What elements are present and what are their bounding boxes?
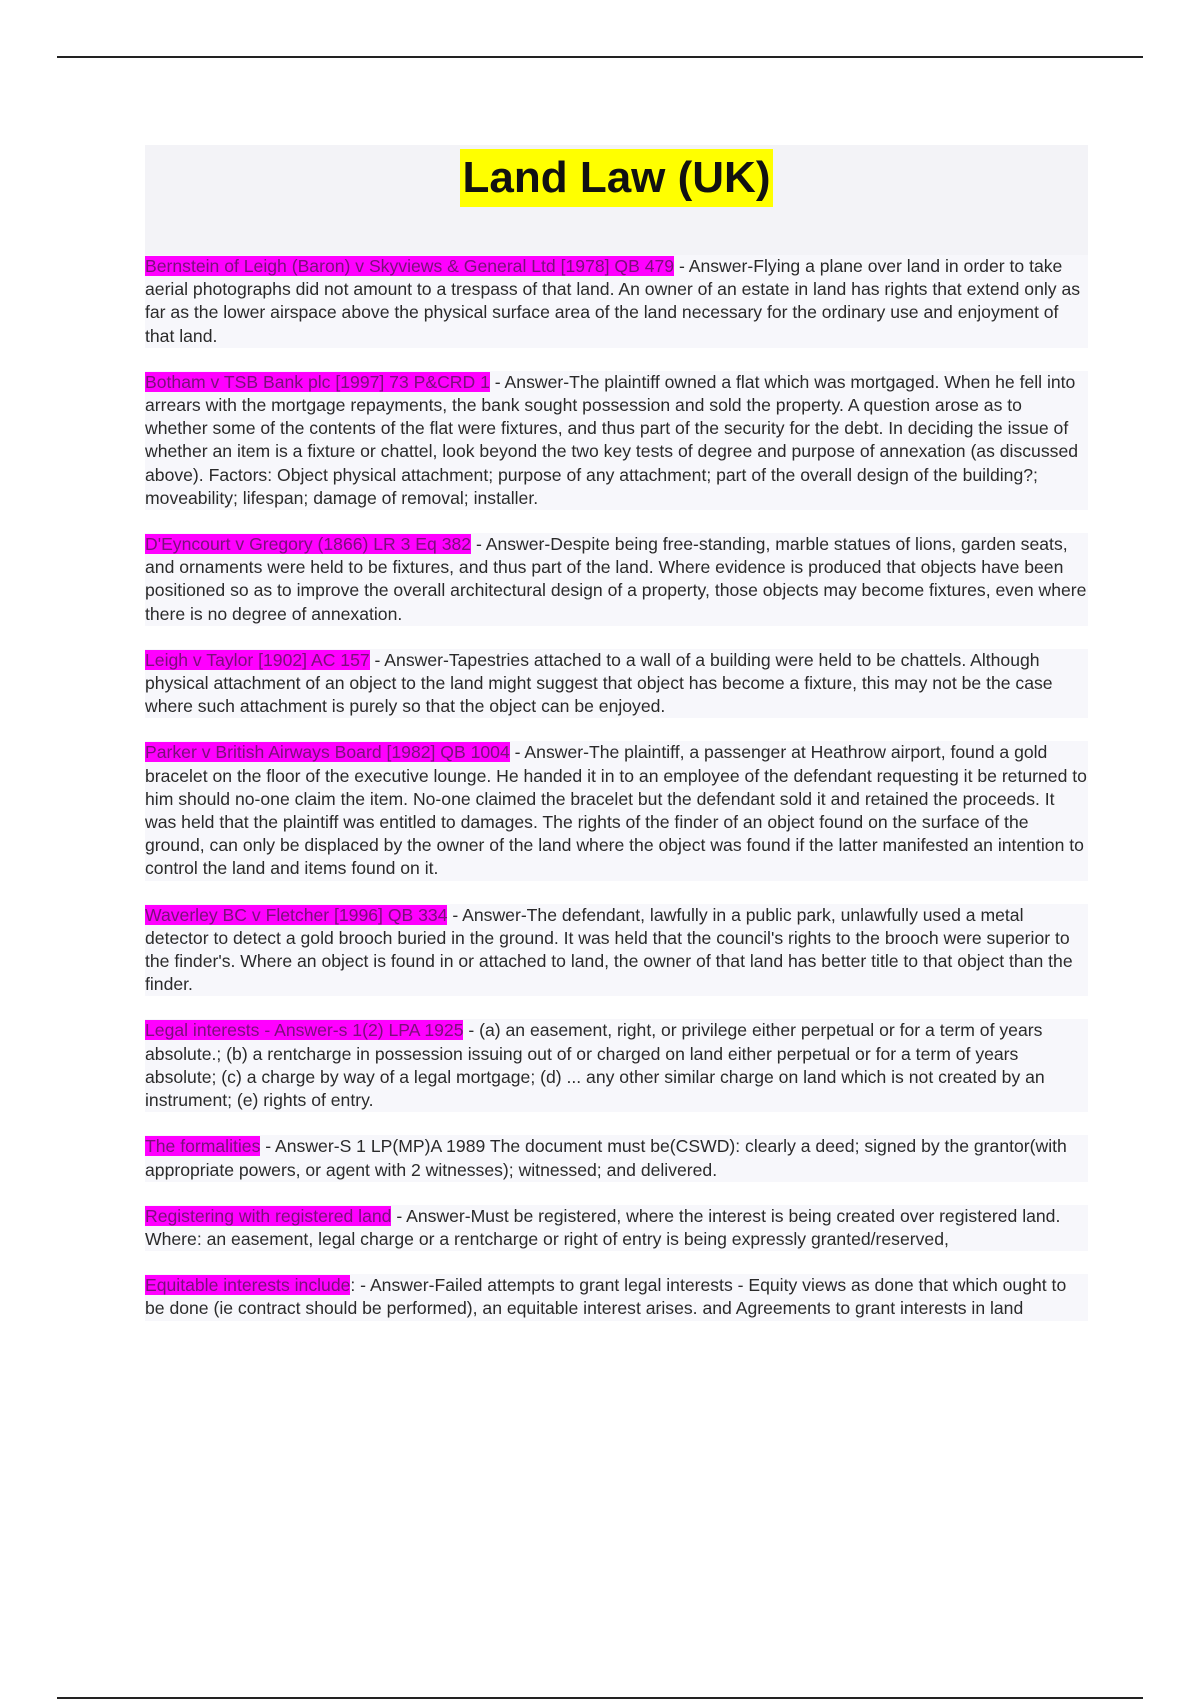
entry-answer: - Answer-Tapestries attached to a wall of a building were held to be chattels. Although physical attachment of an object to the land might suggest that object has become a fixture, this may not be the case where such attachment is purely so that the object can be enjoyed. bbox=[145, 649, 1053, 717]
document-title: Land Law (UK) bbox=[460, 149, 774, 207]
entry-registering bbox=[145, 1205, 1088, 1251]
bottom-rule bbox=[57, 1697, 1143, 1699]
entry-term: Registering with registered land bbox=[145, 1205, 392, 1226]
entry-parker bbox=[145, 741, 1088, 880]
entry-answer: - (a) an easement, right, or privilege either perpetual or for a term of years absolute.; (b) a rentcharge in possession issuing out of or charged on land either perpetual or for a term of years absolute; (c) a charge by way of a legal mortgage; (d) ... any other similar charge on land which is not created by an instrument; (e) rights of entry. bbox=[145, 1020, 1045, 1111]
entry-term: Waverley BC v Fletcher [1996] QB 334 bbox=[145, 904, 448, 925]
entry-answer: - Answer-S 1 LP(MP)A 1989 The document must be(CSWD): clearly a deed; signed by the grantor(with appropriate powers, or agent with 2 witnesses); witnessed; and delivered. bbox=[145, 1136, 1067, 1180]
entry-term: Parker v British Airways Board [1982] QB 1004 bbox=[145, 742, 510, 763]
entry-equitable-interests bbox=[145, 1274, 1088, 1320]
entry-bernstein bbox=[145, 255, 1088, 348]
entry-botham bbox=[145, 371, 1088, 510]
top-rule bbox=[57, 56, 1143, 58]
entry-legal-interests bbox=[145, 1019, 1088, 1112]
entry-term: The formalities bbox=[145, 1136, 261, 1157]
entry-answer: - Answer-The plaintiff owned a flat which was mortgaged. When he fell into arrears with the mortgage repayments, the bank sought possession and sold the property. A question arose as to whether some of the contents of the flat were fixtures, and thus part of the security for the debt. In deciding the issue of whether an item is a fixture or chattel, look beyond the two key tests of degree and purpose of annexation (as discussed above). Factors: Object physical attachment; purpose of any attachment; part of the overall design of the building?; moveability; lifespan; damage of removal; installer. bbox=[145, 371, 1079, 508]
entry-answer: - Answer-Flying a plane over land in order to take aerial photographs did not amount to a trespass of that land. An owner of an estate in land has rights that extend only as far as the lower airspace above the physical surface area of the land necessary for the ordinary use and enjoyment of that land. bbox=[145, 256, 1081, 346]
entry-answer: - Answer-The defendant, lawfully in a public park, unlawfully used a metal detector to detect a gold brooch buried in the ground. It was held that the council's rights to the brooch were superior to the finder's. Where an object is found in or attached to land, the owner of that land has better title to that object than the finder. bbox=[145, 904, 1073, 995]
entry-term: Equitable interests include bbox=[145, 1275, 351, 1296]
entry-deyncourt bbox=[145, 533, 1088, 626]
entry-waverley bbox=[145, 904, 1088, 997]
entry-term: D'Eyncourt v Gregory (1866) LR 3 Eq 382 bbox=[145, 534, 472, 555]
entry-answer: : - Answer-Failed attempts to grant legal interests - Equity views as done that which ought to be done (ie contract should be performed), an equitable interest arises. and Agreements to grant interests in land bbox=[145, 1275, 1067, 1319]
entry-leigh-taylor bbox=[145, 649, 1088, 719]
entry-formalities bbox=[145, 1135, 1088, 1181]
entry-answer: - Answer-The plaintiff, a passenger at Heathrow airport, found a gold bracelet on the floor of the executive lounge. He handed it in to an employee of the defendant requesting it be returned to him should no-one claim the item. No-one claimed the bracelet but the defendant sold it and retained the proceeds. It was held that the plaintiff was entitled to damages. The rights of the finder of an object found on the surface of the ground, can only be displaced by the owner of the land where the object was found if the latter manifested an intention to control the land and items found on it. bbox=[145, 742, 1087, 879]
entry-answer: - Answer-Despite being free-standing, marble statues of lions, garden seats, and ornaments were held to be fixtures, and thus part of the land. Where evidence is produced that objects have been positioned so as to improve the overall architectural design of a property, those objects may become fixtures, even where there is no degree of annexation. bbox=[145, 534, 1087, 624]
entry-term: Leigh v Taylor [1902] AC 157 bbox=[145, 649, 370, 670]
entry-term: Bernstein of Leigh (Baron) v Skyviews & General Ltd [1978] QB 479 bbox=[145, 256, 675, 276]
entries-list bbox=[145, 255, 1088, 1344]
entry-term: Botham v TSB Bank plc [1997] 73 P&CRD 1 bbox=[145, 371, 490, 392]
title-band bbox=[145, 145, 1088, 255]
entry-answer: - Answer-Must be registered, where the interest is being created over registered land. Where: an easement, legal charge or a rentcharge or right of entry is being expressly granted/reserved, bbox=[145, 1205, 1061, 1249]
entry-term: Legal interests - Answer-s 1(2) LPA 1925 bbox=[145, 1020, 464, 1041]
